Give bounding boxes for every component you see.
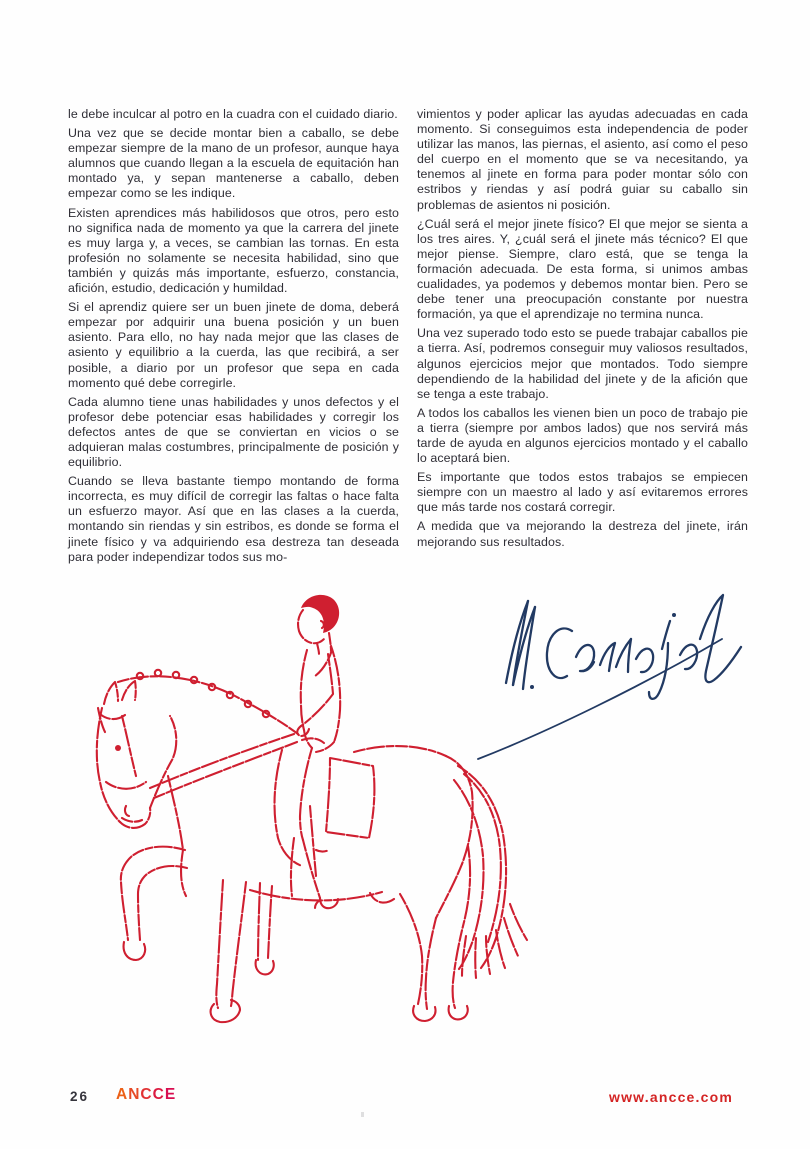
paragraph: Cuando se lleva bastante tiempo montando de forma incorrecta, es muy difícil de corregir las faltas o hace falta un esfuerzo mayor. Así que en las clases a la cuerda, montando sin riendas y sin estribos, es donde se forma el jinete físico y va adquiriendo esa destreza tan deseada para poder independizar todos sus mo- [68, 474, 399, 564]
signature-strokes [478, 595, 741, 759]
page-number: 26 [70, 1089, 90, 1104]
text-column-left [68, 107, 399, 569]
author-signature [460, 575, 750, 775]
paragraph: Cada alumno tiene unas habilidades y unos defectos y el profesor debe potenciar esas habilidades y corregir los defectos antes de que se conviertan en vicios o se adquieran malas costumbres, principalmente de posición y equilibrio. [68, 394, 399, 470]
scan-speck [361, 1112, 364, 1117]
paragraph: vimientos y poder aplicar las ayudas adecuadas en cada momento. Si conseguimos esta independencia de poder utilizar las manos, las piernas, el asiento, así como el peso del cuerpo en el momento que se va necesitando, ya tenemos al jinete en forma para poder montar sólo con estribos y riendas y así podrá guiar su caballo sin problemas de asientos ni posición. [417, 107, 748, 212]
text-column-right [417, 107, 748, 569]
paragraph: Una vez superado todo esto se puede trabajar caballos pie a tierra. Así, podremos conseguir muy valiosos resultados, algunos ejercicios mejor que montados. Todo siempre dependiendo de la habilidad del jinete y de la afición que se tenga a este trabajo. [417, 326, 748, 401]
rider-hair [301, 595, 339, 633]
paragraph: Es importante que todos estos trabajos se empiecen siempre con un maestro al lado y así evitaremos errores que más tarde nos costará corregir. [417, 470, 748, 515]
paragraph: A medida que va mejorando la destreza del jinete, irán mejorando sus resultados. [417, 519, 748, 549]
paragraph: le debe inculcar al potro en la cuadra con el cuidado diario. [68, 107, 398, 121]
article-body [68, 107, 748, 569]
paragraph: Existen aprendices más habilidosos que otros, pero esto no significa nada de momento ya que la carrera del jinete es muy larga y, a veces, se cambian las tornas. En esta profesión no solamente se necesita habilidad, sino que también y quizás más importante, esfuerzo, constancia, afición, estudio, dedicación y humildad. [68, 205, 399, 296]
paragraph: Una vez que se decide montar bien a caballo, se debe empezar siempre de la mano de un profesor, aunque haya alumnos que cuando llegan a la escuela de equitación han montado ya, y sepan mantenerse a caballo, deben empezar como se les indique. [68, 126, 399, 201]
paragraph: A todos los caballos les vienen bien un poco de trabajo pie a tierra (siempre por ambos lados) que nos servirá más tarde de ayuda en algunos ejercicios montado y el caballo lo aceptará bien. [417, 405, 748, 466]
paragraph: Si el aprendiz quiere ser un buen jinete de doma, deberá empezar por adquirir una buena posición y un buen asiento. Para ello, no hay nada mejor que las clases de asiento y equilibrio a la cuerda, las que recibirá, a ser posible, a diario por un profesor que sepa en cada momento qué debe corregirle. [68, 300, 399, 390]
website-link[interactable]: www.ancce.com [609, 1089, 734, 1105]
ancce-logo: ANCCE [116, 1086, 177, 1103]
horse-eye [115, 745, 121, 751]
paragraph: ¿Cuál será el mejor jinete físico? El que mejor se sienta a los tres aires. Y, ¿cuál será el jinete más técnico? El que mejor piense. Siempre, claro está, que se tenga la formación adecuada. De esta forma, si unimos ambas cualidades, ya podemos y debemos montar bien. Pero se debe tener una preocupación constante por nuestra formación, ya que el aprendizaje no termina nunca. [417, 216, 748, 322]
